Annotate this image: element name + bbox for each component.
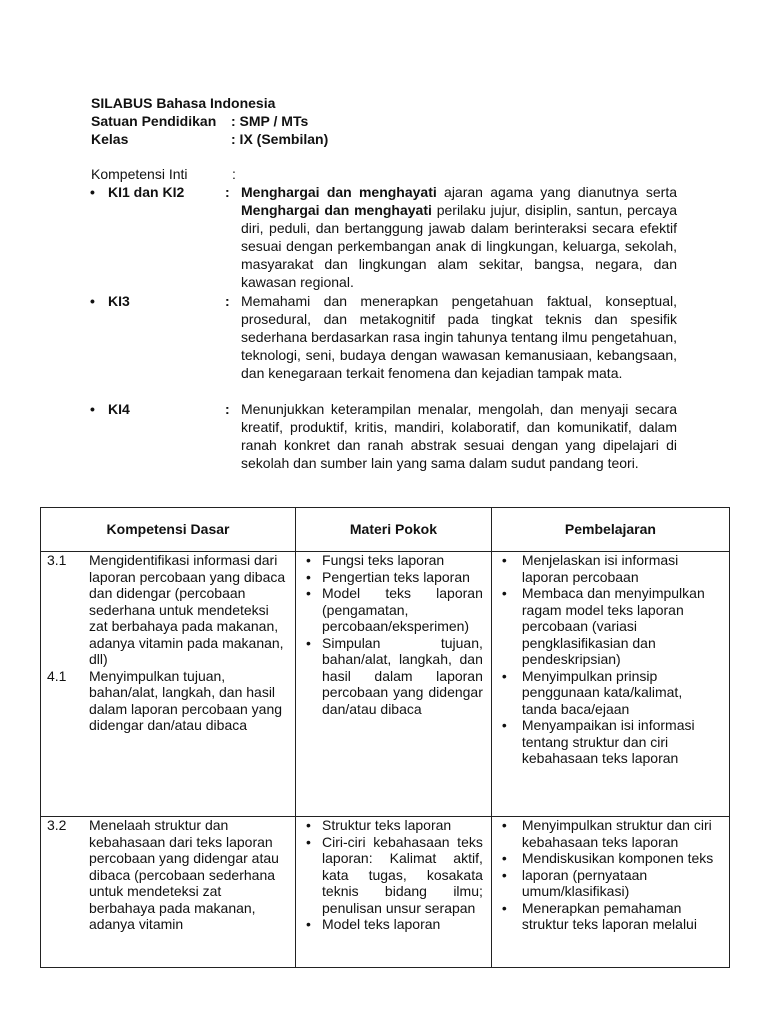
table-row — [41, 552, 730, 817]
ki-heading-label: Kompetensi Inti — [91, 166, 188, 182]
list-item: • Model teks laporan (pengamatan, percobaan/eksperimen) — [296, 585, 491, 635]
list-item: • Struktur teks laporan — [296, 817, 491, 834]
ki-text: Menunjukkan keterampilan menalar, mengolah, dan menyaji secara kreatif, produktif, kritis, mandiri, kolaboratif, dan komunikatif, dalam ranah konkret dan ranah abstrak sesuai dengan yang dipelajari di sekolah dan sumber lain yang sama dalam sudut pandang teori. — [241, 401, 677, 471]
list-item: • Mendiskusikan komponen teks — [492, 850, 729, 867]
kd-text: Mengidentifikasi informasi dari laporan percobaan yang dibaca dan didengar (percobaan sederhana untuk mendeteksi zat berbahaya pada makanan, adanya vitamin pada makanan, dll) — [89, 552, 286, 667]
bullet-icon: • — [90, 184, 95, 200]
ki-bold-phrase: Menghargai dan menghayati — [241, 184, 437, 200]
kompetensi-dasar-cell — [41, 552, 296, 817]
column-header-kompetensi-dasar: Kompetensi Dasar — [41, 508, 296, 552]
school-row — [91, 112, 328, 130]
materi-list — [296, 552, 491, 717]
kompetensi-dasar-cell — [41, 817, 296, 968]
ki-bold-phrase: Menghargai dan menghayati — [241, 202, 432, 218]
kd-item — [41, 668, 295, 734]
materi-pokok-cell — [296, 552, 492, 817]
list-item: • Fungsi teks laporan — [296, 552, 491, 569]
ki-heading — [91, 165, 236, 183]
syllabus-title: SILABUS Bahasa Indonesia — [91, 95, 276, 111]
list-item: • laporan (pernyataan umum/klasifikasi) — [492, 867, 729, 900]
bullet-icon: • — [90, 293, 95, 309]
list-item: • Menyampaikan isi informasi tentang struktur dan ciri kebahasaan teks laporan — [492, 717, 729, 767]
kd-item — [41, 817, 295, 933]
column-header-materi-pokok: Materi Pokok — [296, 508, 492, 552]
list-item: • Menyimpulkan struktur dan ciri kebahasaan teks laporan — [492, 817, 729, 850]
list-item: • Ciri-ciri kebahasaan teks laporan: Kalimat aktif, kata tugas, kosakata teknis bidang ilmu; penulisan unsur serapan — [296, 834, 491, 917]
class-value: : IX (Sembilan) — [231, 131, 329, 147]
school-label: Satuan Pendidikan — [91, 113, 217, 129]
kd-number: 3.2 — [47, 817, 67, 833]
materi-list — [296, 817, 491, 933]
kd-number: 4.1 — [47, 667, 67, 684]
ki-colon: : — [225, 401, 230, 417]
kd-item — [41, 552, 295, 668]
kd-number: 3.1 — [47, 552, 67, 568]
list-item: • Menjelaskan isi informasi laporan percobaan — [492, 552, 729, 585]
school-value: : SMP / MTs — [231, 113, 309, 129]
ki-colon: : — [225, 293, 230, 309]
list-item: • Membaca dan menyimpulkan ragam model teks laporan percobaan (variasi pengklasifikasian dan pendeskripsian) — [492, 585, 729, 668]
ki-text-part: ajaran agama yang dianutnya serta — [436, 184, 677, 200]
list-item: • Menerapkan pemahaman struktur teks laporan melalui — [492, 900, 729, 933]
document-header — [91, 94, 328, 148]
list-item: • Pengertian teks laporan — [296, 569, 491, 586]
ki-label: KI3 — [108, 293, 130, 309]
syllabus-table — [40, 507, 730, 968]
pembelajaran-list — [492, 552, 729, 767]
ki-label: KI1 dan KI2 — [108, 184, 185, 200]
list-item: • Menyimpulkan prinsip penggunaan kata/kalimat, tanda baca/ejaan — [492, 668, 729, 718]
bullet-icon: • — [90, 401, 95, 417]
class-label: Kelas — [91, 131, 129, 147]
materi-pokok-cell — [296, 817, 492, 968]
class-row — [91, 130, 328, 148]
pembelajaran-cell — [491, 552, 729, 817]
ki-text: Memahami dan menerapkan pengetahuan faktual, konseptual, prosedural, dan metakognitif pada tingkat teknis dan spesifik sederhana berdasarkan rasa ingin tahunya tentang ilmu pengetahuan, teknologi, seni, budaya dengan wawasan kemanusiaan, kebangsaan, dan kenegaraan terkait fenomena dan kejadian tampak mata. — [241, 293, 677, 381]
kd-text: Menelaah struktur dan kebahasaan dari teks laporan percobaan yang didengar atau dibaca (percobaan sederhana untuk mendeteksi zat berbahaya pada makanan, adanya vitamin — [89, 817, 279, 932]
table-header-row — [41, 508, 730, 552]
kd-text: Menyimpulkan tujuan, bahan/alat, langkah, dan hasil dalam laporan percobaan yang didengar dan/atau dibaca — [89, 667, 283, 733]
pembelajaran-cell — [491, 817, 729, 968]
ki-text — [241, 183, 677, 291]
pembelajaran-list — [492, 817, 729, 933]
ki-text-part: perilaku jujur, disiplin, santun, percaya diri, peduli, dan bertanggung jawab dalam berinteraksi secara efektif sesuai dengan perkembangan anak di lingkungan, keluarga, sekolah, masyarakat dan lingkungan alam sekitar, bangsa, negara, dan kawasan regional. — [241, 202, 677, 290]
list-item: • Simpulan tujuan, bahan/alat, langkah, dan hasil dalam laporan percobaan yang didengar dan/atau dibaca — [296, 635, 491, 718]
ki-colon: : — [225, 184, 230, 200]
column-header-pembelajaran: Pembelajaran — [491, 508, 729, 552]
ki-heading-colon: : — [232, 166, 236, 182]
table-row — [41, 817, 730, 968]
ki-label: KI4 — [108, 401, 130, 417]
list-item: • Model teks laporan — [296, 916, 491, 933]
